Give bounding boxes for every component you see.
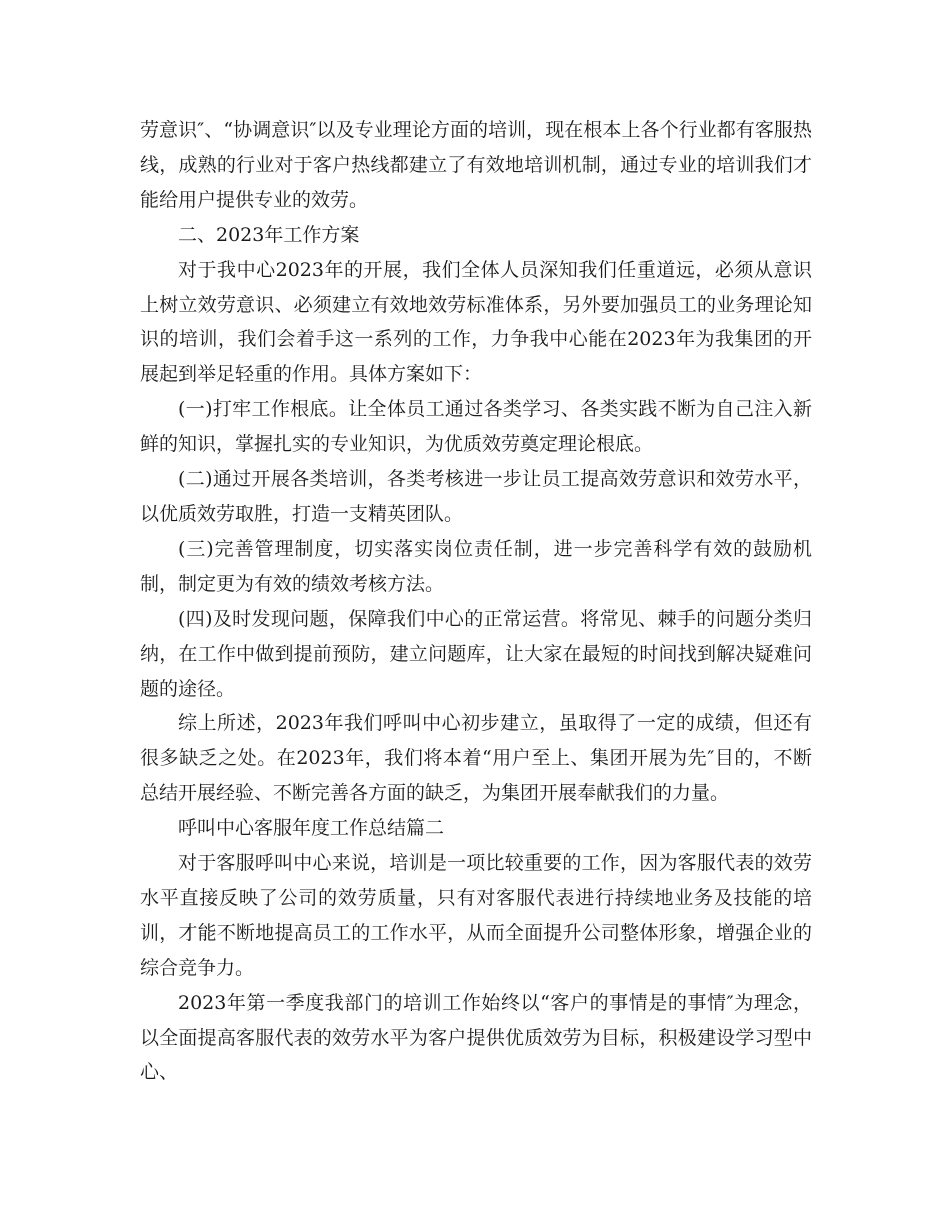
list-item-1: (一)打牢工作根底。让全体员工通过各类学习、各类实践不断为自己注入新鲜的知识，掌握扎实的专业知识，为优质效劳奠定理论根底。 <box>140 398 812 456</box>
document-page <box>140 113 812 1090</box>
list-item-4: (四)及时发现问题，保障我们中心的正常运营。将常见、棘手的问题分类归纳，在工作中做到提前预防，建立问题库，让大家在最短的时间找到解决疑难问题的途径。 <box>140 607 812 700</box>
list-item-3: (三)完善管理制度，切实落实岗位责任制，进一步完善科学有效的鼓励机制，制定更为有效的绩效考核方法。 <box>140 537 812 595</box>
paragraph-summary: 综上所述，2023年我们呼叫中心初步建立，虽取得了一定的成绩，但还有很多缺乏之处。在2023年，我们将本着“用户至上、集团开展为先″目的，不断总结开展经验、不断完善各方面的缺乏，为集团开展奉献我们的力量。 <box>140 712 812 805</box>
heading-summary-part-two: 呼叫中心客服年度工作总结篇二 <box>178 817 445 840</box>
paragraph-training-importance: 对于客服呼叫中心来说，培训是一项比较重要的工作，因为客服代表的效劳水平直接反映了公司的效劳质量，只有对客服代表进行持续地业务及技能的培训，才能不断地提高员工的工作水平，从而全面提升公司整体形象，增强企业的综合竞争力。 <box>140 852 812 979</box>
paragraph-plan-intro: 对于我中心2023年的开展，我们全体人员深知我们任重道远，必须从意识上树立效劳意识、必须建立有效地效劳标准体系，另外要加强员工的业务理论知识的培训，我们会着手这一系列的工作，力争我中心能在2023年为我集团的开展起到举足轻重的作用。具体方案如下： <box>140 258 812 386</box>
heading-2023-work-plan: 二、2023年工作方案 <box>178 223 360 246</box>
paragraph-training-continued: 劳意识″、“协调意识″以及专业理论方面的培训，现在根本上各个行业都有客服热线，成熟的行业对于客户热线都建立了有效地培训机制，通过专业的培训我们才能给用户提供专业的效劳。 <box>140 119 812 211</box>
paragraph-q1-training: 2023年第一季度我部门的培训工作始终以“客户的事情是的事情″为理念，以全面提高客服代表的效劳水平为客户提供优质效劳为目标，积极建设学习型中心、 <box>140 991 812 1084</box>
list-item-2: (二)通过开展各类培训，各类考核进一步让员工提高效劳意识和效劳水平，以优质效劳取胜，打造一支精英团队。 <box>140 468 812 525</box>
